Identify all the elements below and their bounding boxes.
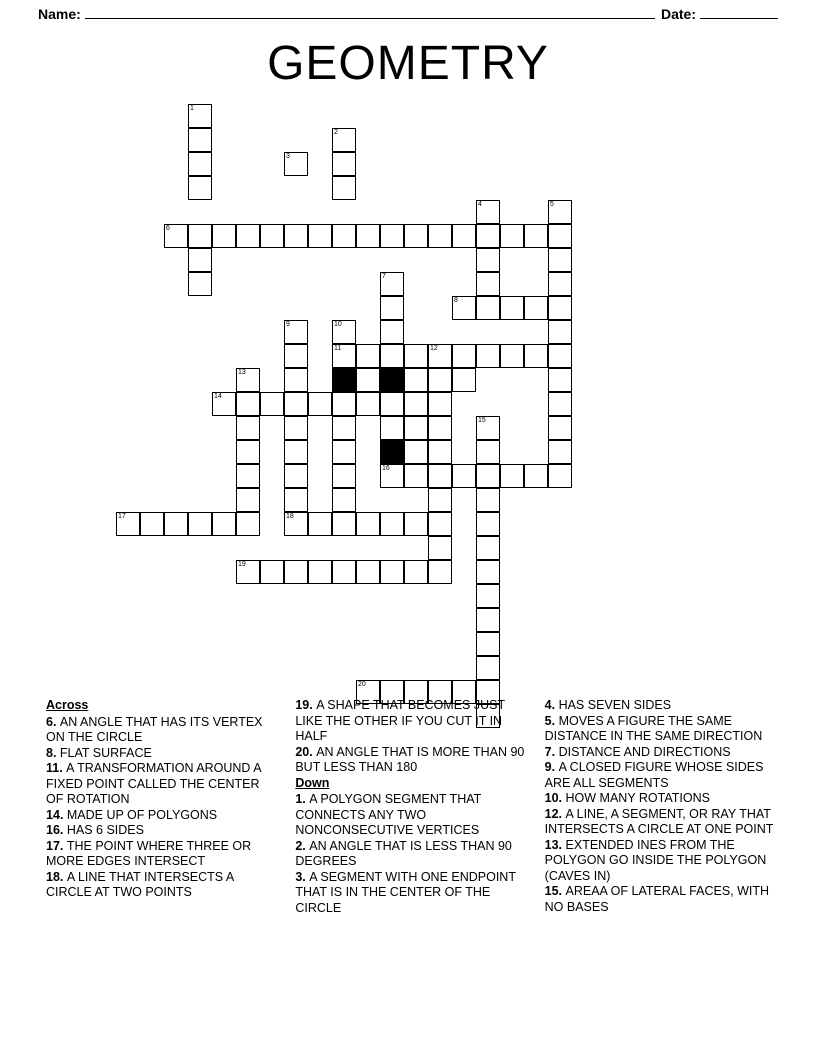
clue-number: 19. — [295, 698, 317, 712]
grid-cell[interactable] — [236, 392, 260, 416]
grid-cell[interactable] — [476, 440, 500, 464]
grid-cell[interactable] — [476, 272, 500, 296]
grid-cell[interactable] — [524, 296, 548, 320]
grid-cell[interactable] — [476, 560, 500, 584]
grid-cell-number: 13 — [238, 369, 246, 376]
grid-cell[interactable] — [404, 512, 428, 536]
grid-cell[interactable] — [548, 368, 572, 392]
clue-text: AN ANGLE THAT IS MORE THAN 90 BUT LESS THAN 180 — [295, 744, 525, 774]
grid-cell[interactable] — [428, 560, 452, 584]
clue-number: 16. — [46, 823, 67, 837]
grid-cell[interactable] — [428, 536, 452, 560]
grid-cell-number: 11 — [334, 345, 342, 352]
clue-number: 17. — [46, 838, 67, 853]
grid-cell[interactable] — [404, 464, 428, 488]
grid-cell[interactable] — [380, 272, 404, 296]
clue-text: HAS SEVEN SIDES — [558, 698, 672, 712]
clue-list — [46, 698, 776, 958]
grid-cell[interactable] — [284, 368, 308, 392]
grid-cell[interactable] — [524, 224, 548, 248]
grid-cell[interactable] — [236, 440, 260, 464]
grid-cell-number: 19 — [238, 561, 246, 568]
clue-down-10 — [545, 791, 776, 807]
grid-cell-number: 9 — [286, 321, 290, 328]
clue-text: A LINE THAT INTERSECTS A CIRCLE AT TWO POINTS — [46, 869, 234, 899]
grid-cell[interactable] — [548, 344, 572, 368]
grid-cell[interactable] — [260, 392, 284, 416]
grid-cell[interactable] — [356, 560, 380, 584]
grid-cell-number: 12 — [430, 345, 438, 352]
grid-cell[interactable] — [428, 224, 452, 248]
grid-cell[interactable] — [236, 368, 260, 392]
grid-cell[interactable] — [476, 464, 500, 488]
grid-cell[interactable] — [284, 152, 308, 176]
grid-cell[interactable] — [404, 440, 428, 464]
grid-cell[interactable] — [476, 344, 500, 368]
grid-cell-number: 15 — [478, 417, 486, 424]
grid-cell[interactable] — [284, 512, 308, 536]
grid-cell[interactable] — [164, 224, 188, 248]
clue-text: EXTENDED INES FROM THE POLYGON GO INSIDE THE POLYGON (CAVES IN) — [544, 837, 767, 883]
grid-cell[interactable] — [548, 272, 572, 296]
grid-cell[interactable] — [380, 392, 404, 416]
across-heading: Across — [46, 698, 89, 712]
grid-cell[interactable] — [500, 464, 524, 488]
page-title: GEOMETRY — [267, 37, 549, 90]
grid-cell[interactable] — [500, 296, 524, 320]
clue-down-1 — [295, 792, 526, 839]
grid-cell[interactable] — [380, 464, 404, 488]
grid-cell-number: 7 — [382, 273, 386, 280]
grid-cell[interactable] — [284, 344, 308, 368]
grid-cell[interactable] — [236, 224, 260, 248]
grid-cell[interactable] — [524, 344, 548, 368]
grid-cell[interactable] — [308, 224, 332, 248]
clue-down-13 — [545, 838, 776, 885]
grid-cell-number: 20 — [358, 681, 366, 688]
grid-cell[interactable] — [284, 488, 308, 512]
grid-cell[interactable] — [452, 368, 476, 392]
grid-cell[interactable] — [236, 416, 260, 440]
clue-text: FLAT SURFACE — [59, 745, 152, 760]
clue-text: DISTANCE AND DIRECTIONS — [558, 744, 731, 759]
grid-cell[interactable] — [356, 344, 380, 368]
grid-cell[interactable] — [548, 416, 572, 440]
grid-cell[interactable] — [500, 344, 524, 368]
grid-cell[interactable] — [332, 512, 356, 536]
grid-cell[interactable] — [188, 248, 212, 272]
grid-cell[interactable] — [548, 320, 572, 344]
clue-across-11 — [46, 761, 277, 808]
grid-cell[interactable] — [332, 416, 356, 440]
clue-number: 1. — [295, 792, 310, 806]
name-label: Name: — [38, 6, 81, 22]
grid-cell[interactable] — [428, 488, 452, 512]
grid-cell[interactable] — [404, 224, 428, 248]
grid-cell-blocked — [380, 368, 404, 392]
grid-cell-blocked — [380, 440, 404, 464]
clue-text: THE POINT WHERE THREE OR MORE EDGES INTERSECT — [46, 838, 252, 868]
clue-down-15 — [545, 884, 776, 915]
grid-cell[interactable] — [332, 392, 356, 416]
grid-cell[interactable] — [404, 344, 428, 368]
grid-cell-number: 14 — [214, 393, 222, 400]
grid-cell[interactable] — [284, 440, 308, 464]
clue-down-7 — [545, 745, 776, 761]
grid-cell[interactable] — [452, 464, 476, 488]
grid-cell[interactable] — [332, 464, 356, 488]
grid-cell-number: 8 — [454, 297, 458, 304]
grid-cell[interactable] — [284, 224, 308, 248]
grid-cell[interactable] — [140, 512, 164, 536]
grid-cell[interactable] — [476, 248, 500, 272]
grid-cell[interactable] — [356, 368, 380, 392]
grid-cell[interactable] — [548, 200, 572, 224]
header-row — [38, 5, 778, 22]
clue-text: A SHAPE THAT BECOMES JUST LIKE THE OTHER IF YOU CUT IT IN HALF — [295, 698, 505, 743]
grid-cell[interactable] — [284, 392, 308, 416]
grid-cell[interactable] — [548, 440, 572, 464]
grid-cell[interactable] — [284, 560, 308, 584]
grid-cell[interactable] — [428, 392, 452, 416]
clue-text: AN ANGLE THAT HAS ITS VERTEX ON THE CIRCLE — [46, 714, 263, 744]
grid-cell[interactable] — [332, 560, 356, 584]
clue-across-17 — [46, 839, 277, 870]
grid-cell[interactable] — [404, 392, 428, 416]
grid-cell[interactable] — [476, 608, 500, 632]
grid-cell[interactable] — [236, 464, 260, 488]
grid-cell[interactable] — [308, 560, 332, 584]
date-label: Date: — [660, 6, 696, 22]
clue-text: MADE UP OF POLYGONS — [66, 807, 218, 822]
grid-cell[interactable] — [332, 320, 356, 344]
grid-cell[interactable] — [452, 344, 476, 368]
clue-down-9 — [545, 760, 776, 791]
clue-across-19 — [295, 698, 526, 745]
grid-cell[interactable] — [548, 464, 572, 488]
clue-number: 6. — [46, 714, 60, 729]
grid-cell[interactable] — [428, 416, 452, 440]
grid-cell[interactable] — [308, 392, 332, 416]
grid-cell[interactable] — [452, 296, 476, 320]
clue-down-2 — [295, 839, 526, 870]
grid-cell[interactable] — [260, 560, 284, 584]
grid-cell[interactable] — [188, 128, 212, 152]
grid-cell[interactable] — [380, 560, 404, 584]
clue-number: 5. — [544, 713, 559, 728]
grid-cell[interactable] — [332, 488, 356, 512]
grid-cell[interactable] — [476, 296, 500, 320]
grid-cell[interactable] — [548, 224, 572, 248]
grid-cell[interactable] — [284, 416, 308, 440]
grid-cell[interactable] — [332, 152, 356, 176]
grid-cell[interactable] — [404, 368, 428, 392]
grid-cell[interactable] — [188, 512, 212, 536]
grid-cell[interactable] — [356, 224, 380, 248]
grid-cell[interactable] — [380, 296, 404, 320]
grid-cell[interactable] — [428, 344, 452, 368]
grid-cell-number: 16 — [382, 465, 390, 472]
grid-cell[interactable] — [332, 224, 356, 248]
grid-cell[interactable] — [188, 224, 212, 248]
clue-text: AN ANGLE THAT IS LESS THAN 90 DEGREES — [295, 838, 512, 868]
grid-cell[interactable] — [476, 488, 500, 512]
grid-cell[interactable] — [548, 296, 572, 320]
grid-cell[interactable] — [380, 344, 404, 368]
grid-cell[interactable] — [236, 560, 260, 584]
grid-cell[interactable] — [260, 224, 284, 248]
grid-cell[interactable] — [404, 560, 428, 584]
grid-cell-blocked — [332, 368, 356, 392]
clue-number: 2. — [295, 838, 310, 853]
grid-cell[interactable] — [188, 176, 212, 200]
grid-cell[interactable] — [476, 224, 500, 248]
grid-cell-number: 17 — [118, 513, 126, 520]
clue-down-3 — [295, 870, 526, 917]
clue-number: 15. — [544, 884, 566, 898]
grid-cell[interactable] — [476, 656, 500, 680]
clue-text: HAS 6 SIDES — [66, 823, 144, 837]
clue-text: MOVES A FIGURE THE SAME DISTANCE IN THE SAME DIRECTION — [544, 713, 763, 743]
clue-text: A CLOSED FIGURE WHOSE SIDES ARE ALL SEGMENTS — [544, 760, 764, 790]
clue-text: A POLYGON SEGMENT THAT CONNECTS ANY TWO NONCONSECUTIVE VERTICES — [295, 792, 482, 837]
grid-cell[interactable] — [476, 200, 500, 224]
clue-across-20 — [295, 745, 526, 776]
clue-number: 7. — [544, 744, 559, 759]
grid-cell[interactable] — [380, 320, 404, 344]
grid-cell-number: 1 — [190, 105, 194, 112]
grid-cell[interactable] — [428, 368, 452, 392]
name-blank-line[interactable] — [85, 5, 655, 19]
clue-number: 10. — [544, 791, 566, 805]
grid-cell[interactable] — [188, 272, 212, 296]
grid-cell[interactable] — [332, 440, 356, 464]
grid-cell[interactable] — [236, 512, 260, 536]
grid-cell[interactable] — [332, 128, 356, 152]
clue-number: 8. — [46, 745, 60, 760]
grid-cell-number: 5 — [550, 201, 554, 208]
grid-cell[interactable] — [356, 512, 380, 536]
clue-text: HOW MANY ROTATIONS — [565, 791, 710, 805]
grid-cell[interactable] — [380, 416, 404, 440]
grid-cell[interactable] — [164, 512, 188, 536]
grid-cell[interactable] — [428, 464, 452, 488]
grid-cell[interactable] — [452, 224, 476, 248]
grid-cell[interactable] — [212, 224, 236, 248]
grid-cell-number: 18 — [286, 513, 294, 520]
grid-cell[interactable] — [476, 512, 500, 536]
grid-cell[interactable] — [236, 488, 260, 512]
clue-across-8 — [46, 746, 277, 762]
grid-cell[interactable] — [284, 320, 308, 344]
grid-cell[interactable] — [332, 176, 356, 200]
grid-cell[interactable] — [404, 416, 428, 440]
grid-cell[interactable] — [284, 464, 308, 488]
clue-number: 9. — [544, 760, 559, 774]
grid-cell[interactable] — [308, 512, 332, 536]
grid-cell[interactable] — [476, 536, 500, 560]
grid-cell[interactable] — [380, 224, 404, 248]
grid-cell-number: 3 — [286, 153, 290, 160]
clue-down-12 — [545, 807, 776, 838]
clue-across-14 — [46, 808, 277, 824]
grid-cell[interactable] — [212, 512, 236, 536]
grid-cell[interactable] — [476, 584, 500, 608]
clue-number: 13. — [544, 837, 566, 852]
clue-text: A SEGMENT WITH ONE ENDPOINT THAT IS IN THE CENTER OF THE CIRCLE — [295, 869, 516, 915]
clue-number: 20. — [295, 744, 317, 759]
clue-down-4 — [545, 698, 776, 714]
grid-cell[interactable] — [188, 152, 212, 176]
clue-across-18 — [46, 870, 277, 901]
grid-cell[interactable] — [476, 416, 500, 440]
grid-cell[interactable] — [428, 512, 452, 536]
grid-cell[interactable] — [428, 440, 452, 464]
grid-cell[interactable] — [332, 344, 356, 368]
grid-cell-number: 4 — [478, 201, 482, 208]
grid-cell[interactable] — [548, 248, 572, 272]
grid-cell[interactable] — [524, 464, 548, 488]
date-blank-line[interactable] — [700, 5, 778, 19]
grid-cell[interactable] — [212, 392, 236, 416]
clue-number: 4. — [544, 698, 559, 712]
down-heading: Down — [295, 775, 330, 790]
clue-number: 12. — [544, 806, 566, 821]
crossword-grid[interactable] — [0, 104, 816, 694]
grid-cell[interactable] — [500, 224, 524, 248]
clue-number: 14. — [46, 807, 67, 822]
grid-cell[interactable] — [188, 104, 212, 128]
grid-cell-number: 6 — [166, 225, 170, 232]
grid-cell[interactable] — [380, 512, 404, 536]
grid-cell[interactable] — [476, 632, 500, 656]
grid-cell[interactable] — [356, 392, 380, 416]
grid-cell[interactable] — [116, 512, 140, 536]
clue-number: 3. — [295, 869, 310, 884]
grid-cell[interactable] — [548, 392, 572, 416]
clue-text: A TRANSFORMATION AROUND A FIXED POINT CALLED THE CENTER OF ROTATION — [46, 761, 261, 806]
grid-cell-number: 10 — [334, 321, 342, 328]
clue-number: 18. — [46, 869, 67, 884]
grid-cell-number: 2 — [334, 129, 338, 136]
clue-across-16 — [46, 823, 277, 839]
clue-text: AREAA OF LATERAL FACES, WITH NO BASES — [544, 884, 770, 914]
clue-across-6 — [46, 715, 277, 746]
clue-down-5 — [545, 714, 776, 745]
clue-number: 11. — [46, 761, 67, 775]
clue-text: A LINE, A SEGMENT, OR RAY THAT INTERSECTS A CIRCLE AT ONE POINT — [544, 806, 774, 836]
